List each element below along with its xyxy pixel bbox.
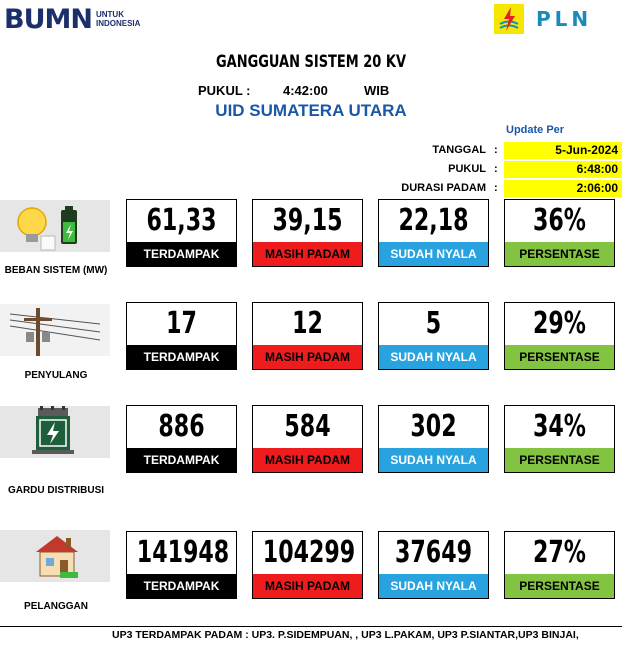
power-pole-icon [0, 304, 110, 356]
card-tag: TERDAMPAK [127, 448, 236, 472]
update-date-colon: : [494, 144, 498, 156]
card-tag: SUDAH NYALA [379, 574, 488, 598]
card-tag: PERSENTASE [505, 448, 614, 472]
page-title: GANGGUAN SISTEM 20 KV [215, 52, 407, 72]
card-masih-padam [252, 199, 363, 267]
card-tag: MASIH PADAM [253, 448, 362, 472]
house-icon [0, 530, 110, 582]
update-time-colon: : [494, 163, 498, 175]
update-duration-value: 2:06:00 [504, 180, 622, 197]
bulb-battery-icon [0, 200, 110, 252]
update-duration-label: DURASI PADAM [401, 182, 486, 194]
card-persentase [504, 531, 615, 599]
card-tag: TERDAMPAK [127, 242, 236, 266]
bumn-logo-subtitle: UNTUK INDONESIA [95, 10, 141, 28]
card-tag: TERDAMPAK [127, 345, 236, 369]
transformer-icon [0, 406, 110, 458]
footer-up3-list: UP3 TERDAMPAK PADAM : UP3. P.SIDEMPUAN, , UP3 L.PAKAM, UP3 P.SIANTAR,UP3 BINJAI, [112, 629, 579, 641]
card-masih-padam [252, 302, 363, 370]
update-title: Update Per [506, 124, 565, 136]
update-time-label: PUKUL [448, 163, 486, 175]
card-persentase [504, 302, 615, 370]
card-terdampak [126, 405, 237, 473]
card-terdampak [126, 531, 237, 599]
bumn-logo [4, 4, 140, 34]
card-sudah-nyala [378, 405, 489, 473]
card-value: 141948 [136, 535, 230, 570]
card-masih-padam [252, 405, 363, 473]
region-title: UID SUMATERA UTARA [215, 101, 407, 120]
card-value: 17 [166, 306, 197, 341]
card-tag: SUDAH NYALA [379, 345, 488, 369]
pln-lightning-icon [494, 4, 524, 34]
update-date-label: TANGGAL [432, 144, 486, 156]
row-label-pelanggan: PELANGGAN [24, 601, 88, 612]
card-persentase [504, 199, 615, 267]
card-masih-padam [252, 531, 363, 599]
update-date-value: 5-Jun-2024 [504, 142, 622, 159]
card-tag: MASIH PADAM [253, 574, 362, 598]
card-value: 29% [533, 306, 586, 341]
card-tag: PERSENTASE [505, 242, 614, 266]
update-duration-colon: : [494, 182, 498, 194]
card-value: 22,18 [398, 203, 469, 238]
card-value: 37649 [394, 535, 473, 570]
card-tag: PERSENTASE [505, 574, 614, 598]
card-tag: MASIH PADAM [253, 242, 362, 266]
footer-divider [0, 626, 622, 627]
card-tag: MASIH PADAM [253, 345, 362, 369]
card-sudah-nyala [378, 199, 489, 267]
card-value: 61,33 [146, 203, 217, 238]
card-sudah-nyala [378, 302, 489, 370]
pln-logo [494, 2, 592, 36]
update-time-value: 6:48:00 [504, 161, 622, 178]
row-label-gardu-distribusi: GARDU DISTRIBUSI [7, 485, 105, 496]
card-value: 12 [292, 306, 323, 341]
pukul-label: PUKUL : [198, 83, 251, 98]
card-value: 104299 [262, 535, 356, 570]
timezone-label: WIB [364, 83, 390, 98]
pukul-value: 4:42:00 [283, 83, 328, 98]
card-value: 34% [533, 409, 586, 444]
card-value: 302 [410, 409, 457, 444]
card-value: 5 [425, 306, 442, 341]
bumn-logo-word: BUMN [4, 3, 92, 35]
card-terdampak [126, 302, 237, 370]
card-value: 36% [533, 203, 586, 238]
row-label-penyulang: PENYULANG [24, 370, 88, 381]
pln-logo-word: PLN [536, 7, 593, 31]
card-tag: TERDAMPAK [127, 574, 236, 598]
card-sudah-nyala [378, 531, 489, 599]
card-tag: SUDAH NYALA [379, 242, 488, 266]
card-persentase [504, 405, 615, 473]
card-tag: SUDAH NYALA [379, 448, 488, 472]
card-value: 886 [158, 409, 205, 444]
card-value: 39,15 [272, 203, 343, 238]
card-tag: PERSENTASE [505, 345, 614, 369]
card-value: 27% [533, 535, 586, 570]
card-terdampak [126, 199, 237, 267]
row-label-beban-sistem: BEBAN SISTEM (MW) [4, 265, 108, 276]
card-value: 584 [284, 409, 331, 444]
